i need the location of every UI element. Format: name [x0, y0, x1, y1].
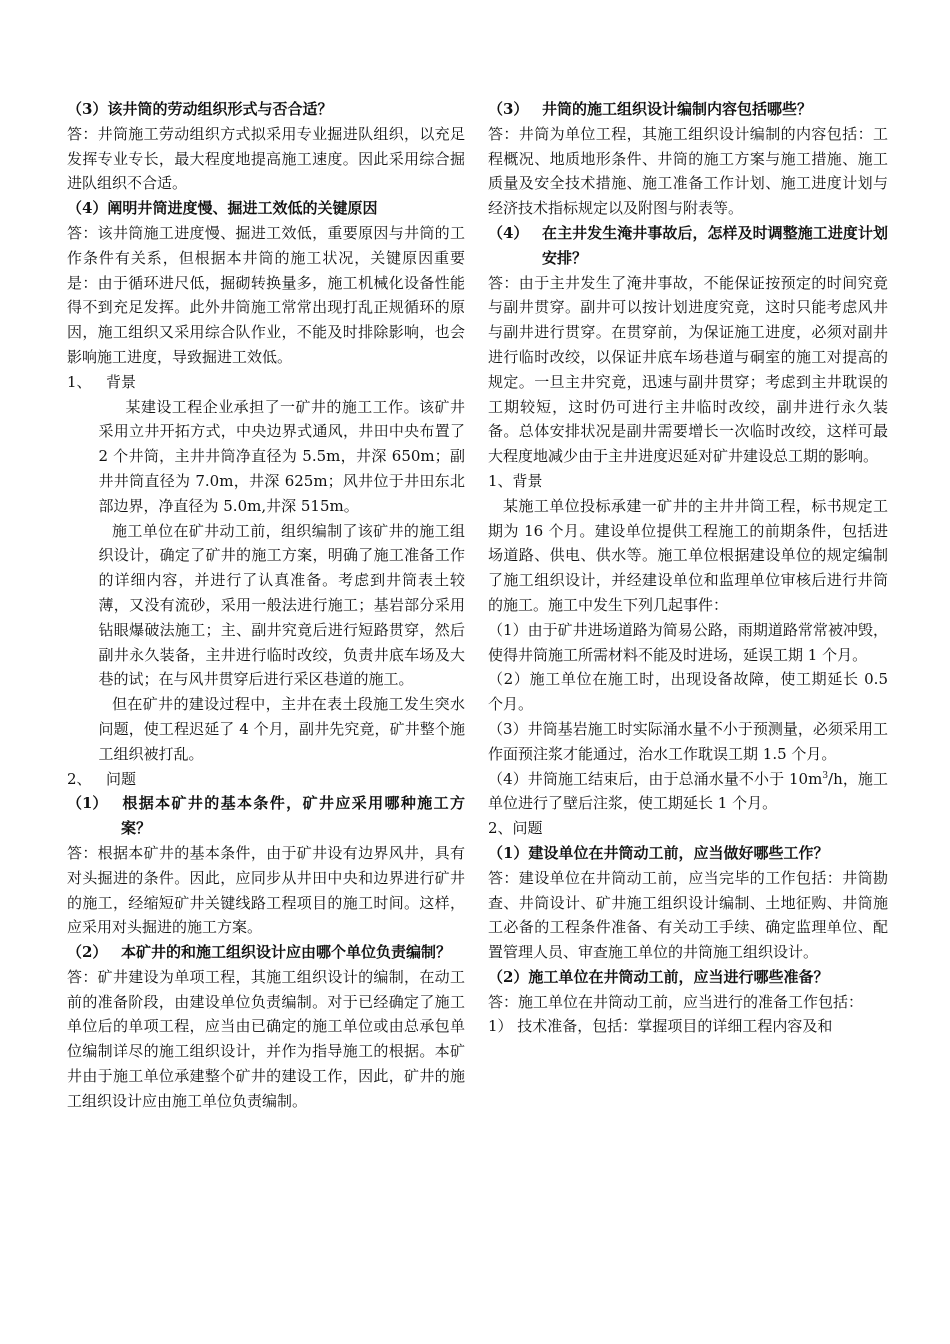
- section-number: 1、: [67, 372, 92, 391]
- right-column: [488, 97, 888, 1039]
- problem-number: （1）: [67, 794, 108, 813]
- question-3-heading: （3）该井筒的劳动组织形式与否合适？: [67, 100, 333, 118]
- section-background-heading-2: 1、背景: [488, 471, 543, 490]
- event-3: （3）井筒基岩施工时实际涌水量不小于预测量，必须采用工作面预注浆才能通过，治水工作耽误工期 1.5 个月。: [488, 719, 888, 763]
- section-questions-heading-2: 2、问题: [488, 819, 543, 838]
- problem-title: 本矿井的和施工组织设计应由哪个单位负责编制？: [121, 943, 452, 962]
- left-column: [67, 97, 465, 1114]
- section-number: 2、: [67, 769, 92, 788]
- problem-3-answer: 答：井筒为单位工程，其施工组织设计编制的内容包括：工程概况、地质地形条件、井筒的施工方案与施工措施、施工质量及安全技术措施、施工准备工作计划、施工进度计划与经济技术指标规定以及附图与附表等。: [488, 124, 888, 218]
- problem-number: （2）: [67, 943, 108, 962]
- problem-1-heading: [67, 791, 465, 841]
- problem-title: 井筒的施工组织设计编制内容包括哪些？: [542, 100, 813, 118]
- problem-number: （3）: [488, 100, 529, 118]
- question-4-answer: 答：该井筒施工进度慢、掘进工效低，重要原因与井筒的工作条件有关系，但根据本井筒的施工状况，关键原因重要是：由于循环进尺低，掘砌转换量多，施工机械化设备性能得不到充足发挥。此外井筒施工常常出现打乱正规循环的原因，施工组织又采用综合队作业，不能及时排除影响，也会影响施工进度，导致掘进工效低。: [67, 223, 465, 366]
- background-paragraph-3: 但在矿井的建设过程中，主井在表土段施工发生突水问题，使工程迟延了 4 个月，副井先究竟，矿井整个施工组织被打乱。: [98, 695, 465, 763]
- right-question-1-answer: 答：建设单位在井筒动工前，应当完毕的工作包括：井筒勘查、井筒设计、矿井施工组织设计编制、土地征购、井筒施工必备的工程条件准备、有关动工手续、确定监理单位、配置管理人员、审查施工单位的井筒施工组织设计。: [488, 868, 888, 962]
- problem-1-answer: 答：根据本矿井的基本条件，由于矿井设有边界风井，具有对头掘进的条件。因此，应同步从井田中央和边界进行矿井的施工，经缩短矿井关键线路工程项目的施工时间。这样，应采用对头掘进的施工方案。: [67, 843, 465, 937]
- event-4: [488, 767, 888, 817]
- section-title: 问题: [106, 769, 137, 788]
- problem-title: 根据本矿井的基本条件，矿井应采用哪种施工方案？: [121, 794, 465, 838]
- problem-title: 在主井发生淹井事故后，怎样及时调整施工进度计划安排？: [542, 223, 888, 267]
- event-1: （1）由于矿井进场道路为简易公路，雨期道路常常被冲毁，使得井筒施工所需材料不能及时进场，延误工期 1 个月。: [488, 620, 888, 664]
- problem-number: （4）: [488, 223, 529, 242]
- event-4-text-a: （4）井筒施工结束后，由于总涌水量不小于 10m: [488, 769, 823, 788]
- right-question-2-heading: （2）施工单位在井筒动工前，应当进行哪些准备？: [488, 967, 829, 986]
- question-4-heading: （4）阐明井筒进度慢、掘进工效低的关键原因: [67, 199, 378, 218]
- section-questions-heading: [67, 767, 465, 792]
- background-paragraph-2: 施工单位在矿井动工前，组织编制了该矿井的施工组织设计，确定了矿井的施工方案，明确了施工准备工作的详细内容，并进行了认真准备。考虑到井筒表土较薄，又没有流砂，采用一般法进行施工；基岩部分采用钻眼爆破法施工；主、副井究竟后进行短路贯穿，然后副井永久装备，主井进行临时改绞，负责井底车场及大巷的试；在与风井贯穿后进行采区巷道的施工。: [98, 521, 465, 689]
- section-title: 背景: [106, 372, 137, 391]
- problem-4-answer: 答：由于主井发生了淹井事故，不能保证按预定的时间究竟与副井贯穿。副井可以按计划进度究竟，这时只能考虑风井与副井进行贯穿。在贯穿前，为保证施工进度，必须对副井进行临时改绞，以保证井底车场巷道与硐室的施工对提高的规定。一旦主井究竟，迅速与副井贯穿；考虑到主井耽误的工期较短，这时仍可进行主井临时改绞，副井进行永久装备。总体安排状况是副井需要增长一次临时改绞，这样可最大程度地减少由于主井进度迟延对矿井建设总工期的影响。: [488, 273, 888, 466]
- right-question-1-heading: （1）建设单位在井筒动工前，应当做好哪些工作？: [488, 843, 829, 862]
- problem-2-answer: 答：矿井建设为单项工程，其施工组织设计的编制，在动工前的准备阶段，由建设单位负责编制。对于已经确定了施工单位后的单项工程，应当由已确定的施工单位或由总承包单位编制详尽的施工组织设计，并作为指导施工的根据。本矿井由于施工单位承建整个矿井的建设工作，因此，矿井的施工组织设计应由施工单位负责编制。: [67, 967, 465, 1110]
- problem-2-heading: [67, 940, 465, 965]
- problem-4-heading: [488, 221, 888, 271]
- event-2: （2）施工单位在施工时，出现设备故障，使工期延长 0.5 个月。: [488, 670, 888, 714]
- question-3-answer: 答：井筒施工劳动组织方式拟采用专业掘进队组织，以充足发挥专业专长，最大程度地提高施工速度。因此采用综合掘进队组织不合适。: [67, 124, 465, 193]
- event-4-text-b: /h，施工单位进行了壁后注浆，使工期延长 1 个月。: [488, 769, 889, 813]
- superscript-3: 3: [822, 770, 829, 781]
- right-question-2-item-1: 1） 技术准备，包括：掌握项目的详细工程内容及和: [488, 1017, 833, 1036]
- problem-3-heading: [488, 97, 888, 122]
- background-paragraph-1: 某建设工程企业承担了一矿井的施工工作。该矿井采用立井开拓方式，中央边界式通风，井田中央布置了 2 个井筒，主井井筒净直径为 5.5m，井深 650m；副井井筒直径为 7.0m，井深 625m；风井位于井田东北部边界，净直径为 5.0m,井深 515m。: [98, 397, 465, 515]
- section-background-heading: [67, 370, 465, 395]
- background-2-paragraph: 某施工单位投标承建一矿井的主井井筒工程，标书规定工期为 16 个月。建设单位提供工程施工的前期条件，包括进场道路、供电、供水等。施工单位根据建设单位的规定编制了施工组织设计，并经建设单位和监理单位审核后进行井筒的施工。施工中发生下列几起事件：: [488, 496, 888, 614]
- right-question-2-answer: 答：施工单位在井筒动工前，应当进行的准备工作包括：: [488, 992, 864, 1011]
